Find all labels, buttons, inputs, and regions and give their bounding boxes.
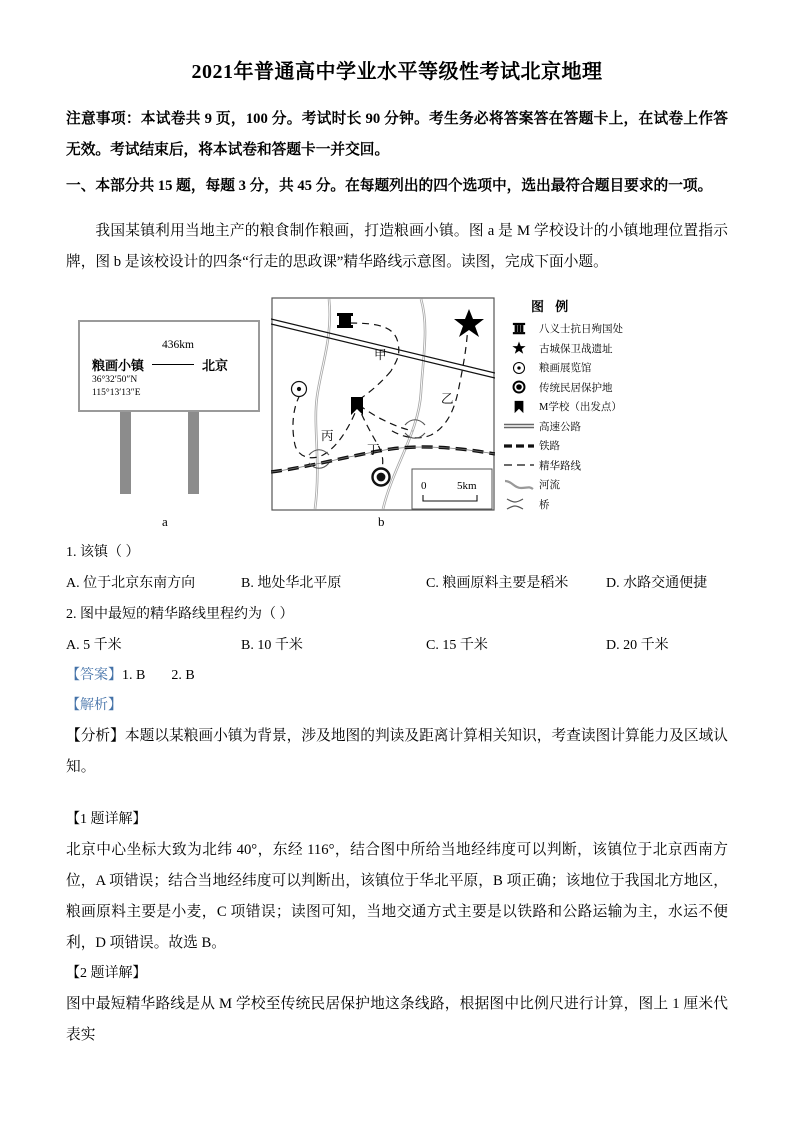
signboard-city-label: 北京 [202,358,229,373]
legend-label: 古城保卫战遗址 [539,343,613,355]
question-stem-text: 我国某镇利用当地主产的粮食制作粮画，打造粮画小镇。图 a 是 M 学校设计的小镇地理位置指示牌，图 b 是该校设计的四条“行走的思政课”精华路线示意图。读图，完成下面小题。 [66,223,728,270]
question-1-text [66,537,728,568]
figure-a-caption: a [162,514,168,529]
question-1 [66,537,728,599]
question-2 [66,599,728,661]
option-d[interactable]: D. 水路交通便捷 [606,576,708,591]
option-d[interactable]: D. 20 千米 [606,638,669,653]
river-curve-icon [503,479,535,491]
analysis-tag: 【解析】 [66,698,122,713]
page-content [66,0,728,1051]
explanation-2 [66,959,728,1051]
question-2-options [66,630,728,661]
signboard-longitude: 115°13′13″E [92,388,141,398]
figures-area [66,292,728,537]
scale-max-label: 5km [457,480,477,492]
option-b[interactable]: B. 10 千米 [241,638,303,653]
signboard-coordinates [92,374,141,400]
legend-item-monument [503,319,708,339]
option-b[interactable]: B. 地处华北平原 [241,576,342,591]
answer-tag: 【答案】 [66,668,122,683]
analysis-head: 【分析】 [66,728,125,744]
explanation-1-text: 北京中心坐标大致为北纬 40°，东经 116°，结合图中所给当地经纬度可以判断，该镇位于北京西南方位，A 项错误；结合当地经纬度可以判断出，该镇位于华北平原，B 项正确；该地位于我国北方地区，粮画原料主要是小麦，C 项错误；读图可知，当地交通方式主要是以铁路和公路运输为主，水运不便利，D 项错误。故选 B。 [66,842,728,951]
monument-icon [337,313,353,328]
question-2-number: 2. [66,607,77,622]
bridge-icon [503,498,535,510]
explanation-1 [66,805,728,959]
legend-item-highway [503,417,708,437]
question-2-body: 图中最短的精华路线里程约为（ ） [80,607,294,622]
scale-zero-label: 0 [421,480,427,492]
route-label-jia: 甲 [374,348,387,362]
circle-dot-icon [292,382,307,397]
section-one-block [66,171,728,202]
monument-icon [503,322,535,336]
dwelling-icon [373,469,390,486]
signboard-route-row [92,355,228,374]
analysis-paragraph [66,721,728,783]
legend-label: 桥 [539,499,550,511]
question-stem-block [66,216,728,278]
figure-a-signpost [78,320,268,495]
explanation-2-head: 【2 题详解】 [66,966,147,981]
legend-label: 高速公路 [539,421,581,433]
legend-label: M学校（出发点） [539,402,622,414]
notice-block [66,104,728,166]
legend-item-fortress [503,339,708,359]
legend-label: 精华路线 [539,460,581,472]
legend-item-school [503,397,708,417]
map-scale-bar [412,469,492,509]
legend-item-route [503,456,708,476]
page-title: 2021年普通高中学业水平等级性考试北京地理 [191,61,603,83]
explanation-1-head: 【1 题详解】 [66,812,147,827]
section-one-text: 一、本部分共 15 题，每题 3 分，共 45 分。在每题列出的四个选项中，选出最符合题目要求的一项。 [66,178,713,194]
route-label-ding: 丁 [367,443,380,457]
dwelling-icon [503,380,535,394]
school-flag-icon [503,400,535,414]
question-1-body: 该镇（ ） [80,545,140,560]
answer-1: 1. B [122,668,146,683]
signboard-dash-icon [152,364,194,365]
circle-dot-icon [503,361,535,375]
legend-label: 河流 [539,480,560,492]
star-icon [503,341,535,355]
notice-text: 注意事项：本试卷共 9 页，100 分。考试时长 90 分钟。考生务必将答案答在答题卡上，在试卷上作答无效。考试结束后，将本试卷和答题卡一并交回。 [66,111,728,158]
signboard-town-label: 粮画小镇 [92,358,145,373]
legend-label: 传统民居保护地 [539,382,613,394]
legend-label: 粮画展览馆 [539,363,592,375]
highway-line-icon [503,421,535,431]
question-2-text [66,599,728,630]
signboard-panel [78,320,260,412]
explanation-2-text: 图中最短精华路线是从 M 学校至传统民居保护地这条线路，根据图中比例尺进行计算，图上 1 厘米代表实 [66,996,728,1043]
signboard-leg-right [188,412,199,494]
legend-label: 八义士抗日殉国处 [539,324,623,336]
legend-label: 铁路 [539,441,560,453]
signboard-leg-left [120,412,131,494]
legend-item-dwelling [503,378,708,398]
analysis-text: 本题以某粮画小镇为背景，涉及地图的判读及距离计算相关知识，考查读图计算能力及区域认知。 [66,728,728,775]
option-a[interactable]: A. 5 千米 [66,638,122,653]
signboard-latitude: 36°32′50″N [92,375,138,385]
answer-section [66,661,728,783]
answer-line [66,661,728,691]
question-1-number: 1. [66,545,77,560]
figure-b-caption: b [378,514,385,529]
railway-line-icon [503,441,535,451]
figure-b-map [271,297,495,511]
signboard-distance: 436km [162,339,194,351]
answer-2: 2. B [171,668,195,683]
option-c[interactable]: C. 粮画原料主要是稻米 [426,576,569,591]
legend-item-exhibition [503,358,708,378]
legend-item-bridge [503,495,708,515]
question-1-options [66,568,728,599]
route-label-bing: 丙 [321,429,334,443]
legend-title: 图 例 [531,299,573,314]
route-label-yi: 乙 [441,392,454,406]
map-legend [503,296,708,514]
legend-item-river [503,475,708,495]
legend-item-railway [503,436,708,456]
option-c[interactable]: C. 15 千米 [426,638,488,653]
route-dashed-icon [503,460,535,470]
option-a[interactable]: A. 位于北京东南方向 [66,576,196,591]
